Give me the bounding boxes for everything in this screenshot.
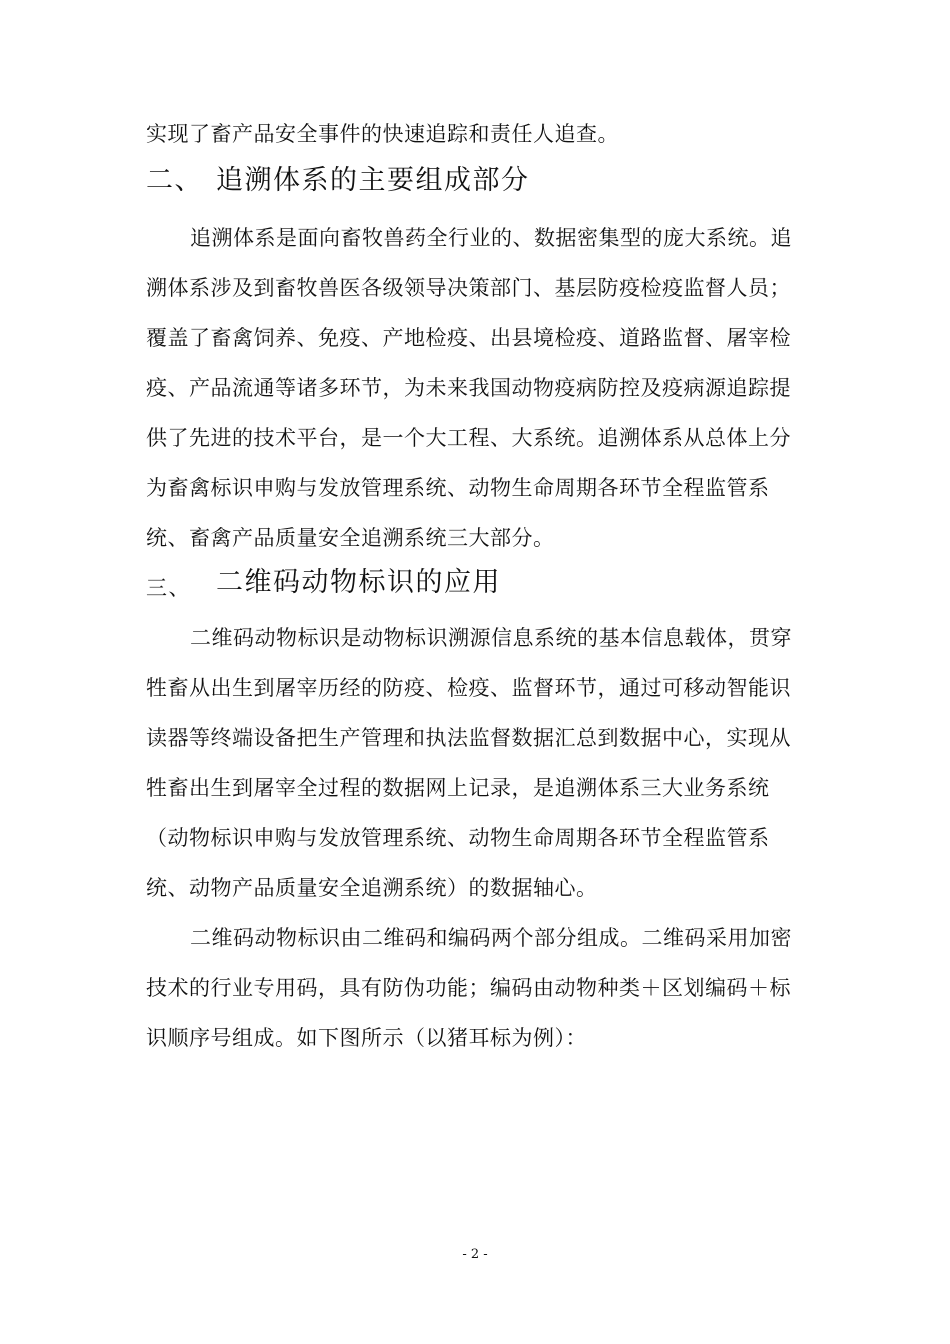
paragraph-line: 牲畜从出生到屠宰历经的防疫、检疫、监督环节，通过可移动智能识 <box>146 676 791 700</box>
paragraph-line: 溯体系涉及到畜牧兽医各级领导决策部门、基层防疫检疫监督人员； <box>146 276 791 300</box>
paragraph-line: 供了先进的技术平台，是一个大工程、大系统。追溯体系从总体上分 <box>146 426 791 450</box>
paragraph-line: 统、动物产品质量安全追溯系统）的数据轴心。 <box>146 876 598 900</box>
page-number: - 2 - <box>462 1247 488 1262</box>
section-title: 二维码动物标识的应用 <box>216 567 501 598</box>
paragraph-line: 二维码动物标识由二维码和编码两个部分组成。二维码采用加密 <box>190 926 792 950</box>
paragraph-line: 疫、产品流通等诸多环节，为未来我国动物疫病防控及疫病源追踪提 <box>146 376 791 400</box>
paragraph-line: 二维码动物标识是动物标识溯源信息系统的基本信息载体，贯穿 <box>190 626 792 650</box>
section-number: 二、 <box>146 165 203 196</box>
paragraph-line: （动物标识申购与发放管理系统、动物生命周期各环节全程监管系 <box>146 826 770 850</box>
section-title: 追溯体系的主要组成部分 <box>216 165 530 196</box>
paragraph-line: 读器等终端设备把生产管理和执法监督数据汇总到数据中心，实现从 <box>146 726 791 750</box>
paragraph-line: 识顺序号组成。如下图所示（以猪耳标为例）： <box>146 1026 587 1050</box>
paragraph-line: 为畜禽标识申购与发放管理系统、动物生命周期各环节全程监管系 <box>146 476 770 500</box>
section-heading-3 <box>146 565 501 606</box>
paragraph-line: 技术的行业专用码，具有防伪功能；编码由动物种类＋区划编码＋标 <box>146 976 791 1000</box>
paragraph-line: 统、畜禽产品质量安全追溯系统三大部分。 <box>146 526 555 550</box>
paragraph-line: 牲畜出生到屠宰全过程的数据网上记录，是追溯体系三大业务系统 <box>146 776 770 800</box>
paragraph-line: 覆盖了畜禽饲养、免疫、产地检疫、出县境检疫、道路监督、屠宰检 <box>146 326 791 350</box>
section-heading-2 <box>146 163 530 199</box>
section-number: 三、 <box>146 576 191 600</box>
paragraph-line: 实现了畜产品安全事件的快速追踪和责任人追查。 <box>146 122 619 146</box>
paragraph-line: 追溯体系是面向畜牧兽药全行业的、数据密集型的庞大系统。追 <box>190 226 792 250</box>
